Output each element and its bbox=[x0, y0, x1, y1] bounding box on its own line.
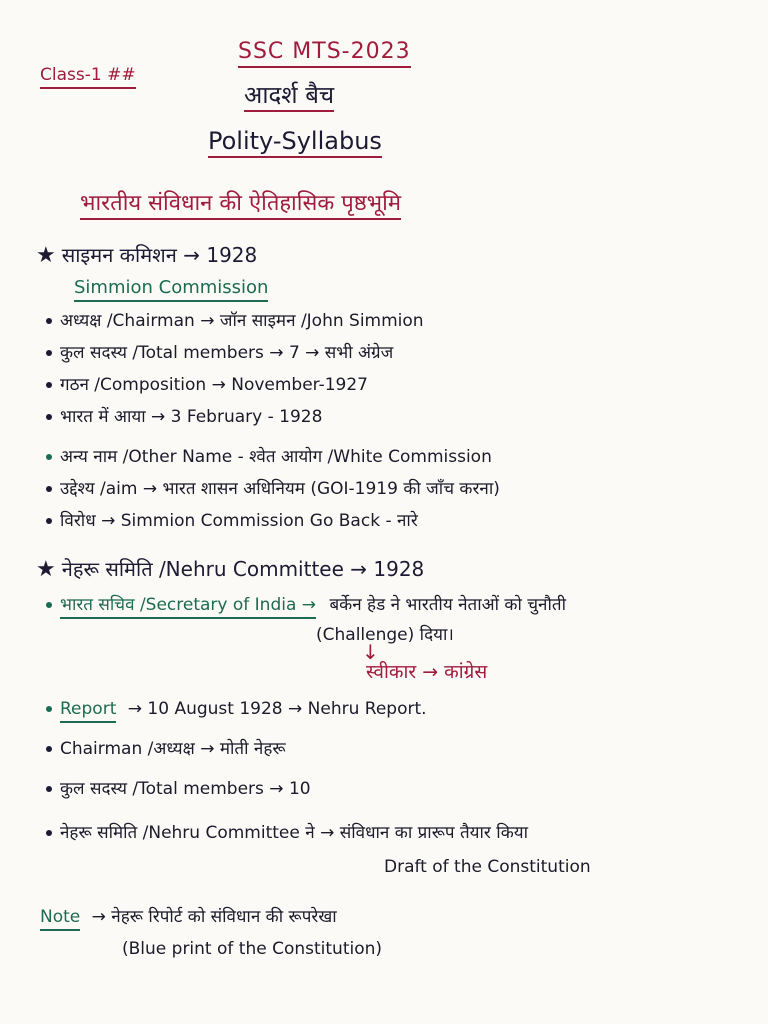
report-label: Report bbox=[60, 699, 116, 723]
bullet-icon bbox=[46, 350, 52, 356]
nehru-heading: ★ नेहरू समिति /Nehru Committee → 1928 bbox=[36, 557, 425, 582]
bullet-icon bbox=[46, 414, 52, 420]
report-line bbox=[46, 700, 427, 719]
bullet-icon bbox=[46, 602, 52, 608]
class-label: Class-1 ## bbox=[40, 66, 136, 89]
arrow-down-icon: ↓ bbox=[362, 640, 379, 664]
bullet-icon bbox=[46, 706, 52, 712]
note-label: Note bbox=[40, 907, 80, 931]
subject-title: Polity-Syllabus bbox=[208, 128, 382, 158]
bullet-icon bbox=[46, 486, 52, 492]
accept-text: स्वीकार → कांग्रेस bbox=[366, 661, 488, 683]
star-icon: ★ bbox=[36, 557, 56, 582]
draft-text: Draft of the Constitution bbox=[384, 857, 591, 877]
bullet-icon bbox=[46, 830, 52, 836]
bullet-icon bbox=[46, 746, 52, 752]
report-text: → 10 August 1928 → Nehru Report. bbox=[127, 699, 427, 719]
list-item: नेहरू समिति /Nehru Committee ने → संविधान का प्रारूप तैयार किया bbox=[46, 824, 528, 843]
list-item: गठन /Composition → November-1927 bbox=[46, 376, 368, 395]
list-item: भारत में आया → 3 February - 1928 bbox=[46, 408, 322, 427]
list-item: Chairman /अध्यक्ष → मोती नेहरू bbox=[46, 740, 286, 759]
secretary-label: भारत सचिव /Secretary of India → bbox=[60, 595, 316, 619]
bullet-icon bbox=[46, 382, 52, 388]
bullet-icon bbox=[46, 518, 52, 524]
bullet-icon bbox=[46, 786, 52, 792]
batch-title: आदर्श बैच bbox=[244, 82, 334, 112]
list-item: कुल सदस्य /Total members → 7 → सभी अंग्रेज bbox=[46, 344, 393, 363]
note-subtext: (Blue print of the Constitution) bbox=[122, 939, 383, 959]
bullet-icon bbox=[46, 318, 52, 324]
secretary-line bbox=[46, 596, 566, 615]
list-item: कुल सदस्य /Total members → 10 bbox=[46, 780, 311, 799]
list-item: अन्य नाम /Other Name - श्वेत आयोग /White Commission bbox=[46, 448, 492, 467]
bullet-icon bbox=[46, 454, 52, 460]
list-item: अध्यक्ष /Chairman → जॉन साइमन /John Simmion bbox=[46, 312, 424, 331]
simon-heading: ★ साइमन कमिशन → 1928 bbox=[36, 243, 258, 268]
topic-title: भारतीय संविधान की ऐतिहासिक पृष्ठभूमि bbox=[80, 192, 401, 220]
list-item: विरोध → Simmion Commission Go Back - नारे bbox=[46, 512, 418, 531]
challenge-text: (Challenge) दिया। bbox=[316, 625, 454, 645]
exam-title: SSC MTS-2023 bbox=[238, 40, 411, 68]
list-item: उद्देश्य /aim → भारत शासन अधिनियम (GOI-1919 की जाँच करना) bbox=[46, 480, 500, 499]
secretary-text: बर्केन हेड ने भारतीय नेताओं को चुनौती bbox=[329, 595, 566, 615]
star-icon: ★ bbox=[36, 243, 56, 268]
note-text: → नेहरू रिपोर्ट को संविधान की रूपरेखा bbox=[91, 907, 337, 927]
note-line bbox=[40, 908, 337, 927]
simon-subheading: Simmion Commission bbox=[74, 278, 268, 302]
